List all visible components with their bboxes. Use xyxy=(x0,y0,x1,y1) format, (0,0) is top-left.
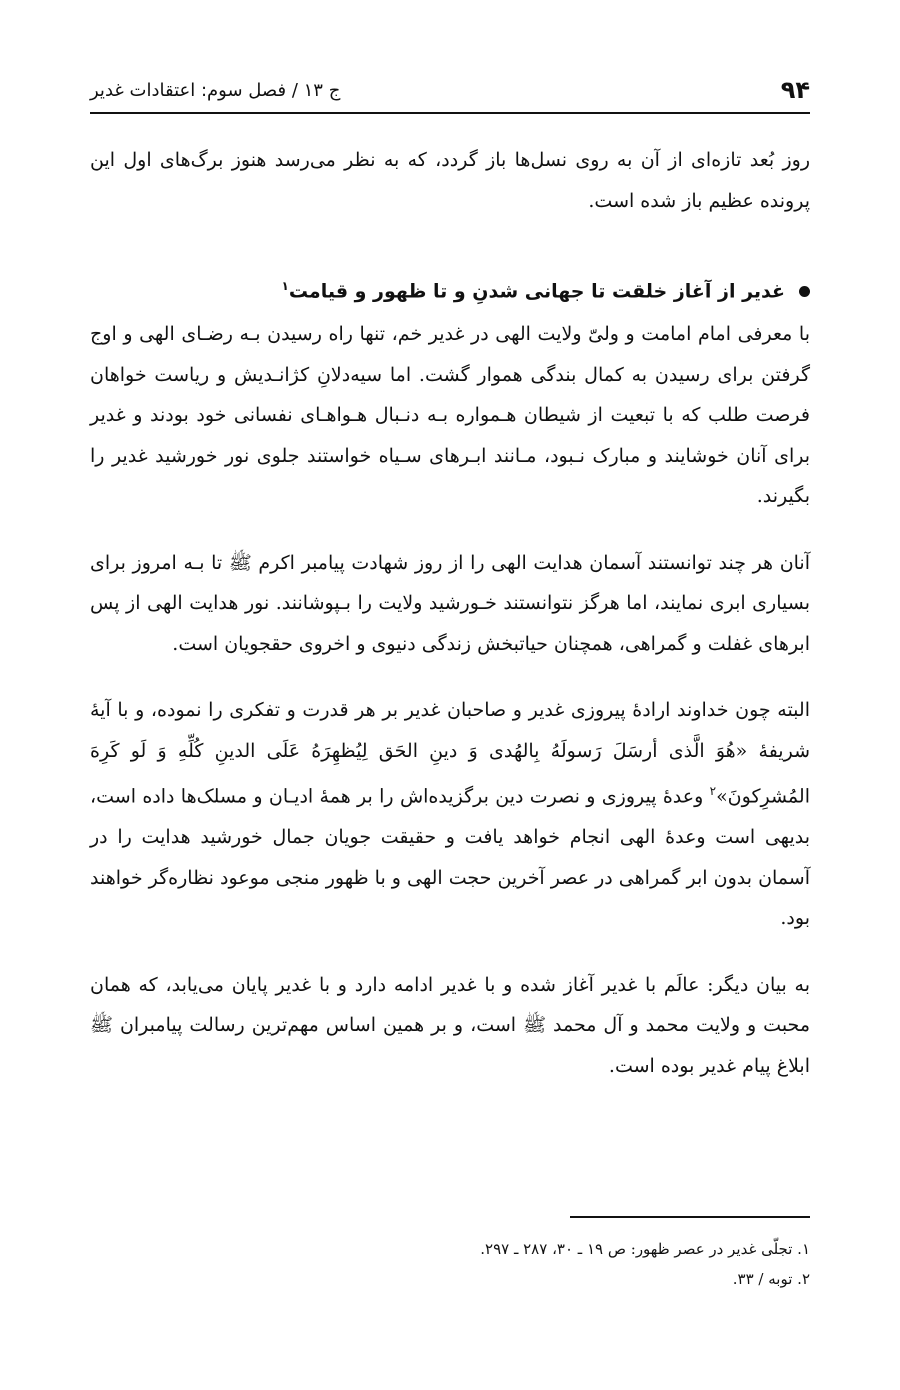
footnote-ref-2[interactable]: ۲ xyxy=(709,784,717,799)
paragraph-5: به بیان دیگر: عالَم با غدیر آغاز شده و با غدیر ادامه دارد و با غدیر پایان می‌یابد، که همان محبت و ولایت محمد و آل محمد ﷺ است، و بر همین اساس مهم‌ترین رسالت پیامبران ﷺ ابلاغ پیام غدیر بوده است. xyxy=(90,973,810,1077)
running-title: ج ۱۳ / فصل سوم: اعتقادات غدیر xyxy=(90,80,341,101)
footnotes xyxy=(90,1234,810,1294)
footnote-divider xyxy=(570,1216,810,1218)
paragraph-4-part-a: البته چون خداوند ارادهٔ پیروزی غدیر و صاحبان غدیر بر هر قدرت و تفکری را نموده، و با آیهٔ شریفهٔ «هُوَ الَّذی أرسَلَ رَسولَهُ بِالهُدی وَ دینِ الحَق لِیُظهِرَهُ عَلَی الدینِ کُلِّهِ وَ لَو کَرِهَ المُشرِکونَ» xyxy=(90,699,810,808)
page-header xyxy=(90,74,810,114)
page-body xyxy=(90,140,810,1112)
bullet-icon xyxy=(799,286,810,297)
footnote-1: ۱. تجلّی غدیر در عصر ظهور: ص ۱۹ ـ ۳۰، ۲۸۷ ـ ۲۹۷. xyxy=(480,1240,810,1258)
paragraph-4 xyxy=(90,690,810,938)
page-number: ۹۴ xyxy=(780,76,810,104)
footnote-2: ۲. توبه / ۳۳. xyxy=(732,1270,810,1288)
section-heading-text: غدیر از آغاز خلقت تا جهانی شدنِ و تا ظهور و قیامت xyxy=(288,280,785,303)
section-heading xyxy=(90,267,810,310)
paragraph-1: روز بُعد تازه‌ای از آن به روی نسل‌ها باز گردد، که به نظر می‌رسد هنوز برگ‌های اول این پرونده عظیم باز شده است. xyxy=(90,149,810,212)
paragraph-2: با معرفی امام امامت و ولیّ ولایت الهی در غدیر خم، تنها راه رسیدن بـه رضـای الهی و اوج گرفتن برای رسیدن به کمال بندگی هموار گشت. اما سیه‌دلانِ کژانـدیش و ریاست خواهان فرصت طلب که با تبعیت از شیطان هـمواره بـه دنـبال هـواهـای نفسانی خود بودند و غدیر برای آنان خوشایند و مبارک نـبود، مـانند ابـرهای سـیاه خواستند جلوی نور خورشید غدیر را بگیرند. xyxy=(90,323,810,508)
paragraph-3: آنان هر چند توانستند آسمان هدایت الهی را از روز شهادت پیامبر اکرم ﷺ تا بـه امروز برای بسیاری ابری نمایند، اما هرگز نتوانستند خـورشید ولایت را بـپوشانند. نور هدایت الهی از پس ابرهای غفلت و گمراهی، همچنان حیاتبخش زندگی دنیوی و اخروی حقجویان است. xyxy=(90,551,810,655)
footnote-ref-1[interactable]: ۱ xyxy=(281,279,289,293)
paragraph-4-part-b: وعدهٔ پیروزی و نصرت دین برگزیده‌اش را بر همهٔ ادیـان و مسلک‌ها داده است، بدیهی است وعدهٔ الهی انجام خواهد یافت و حقیقت جویان جمال خورشید هدایت را در آسمان بدون ابر گمراهی در عصر آخرین حجت الهی و با ظهور منجی موعود نظاره‌گر خواهند بود. xyxy=(90,785,810,930)
